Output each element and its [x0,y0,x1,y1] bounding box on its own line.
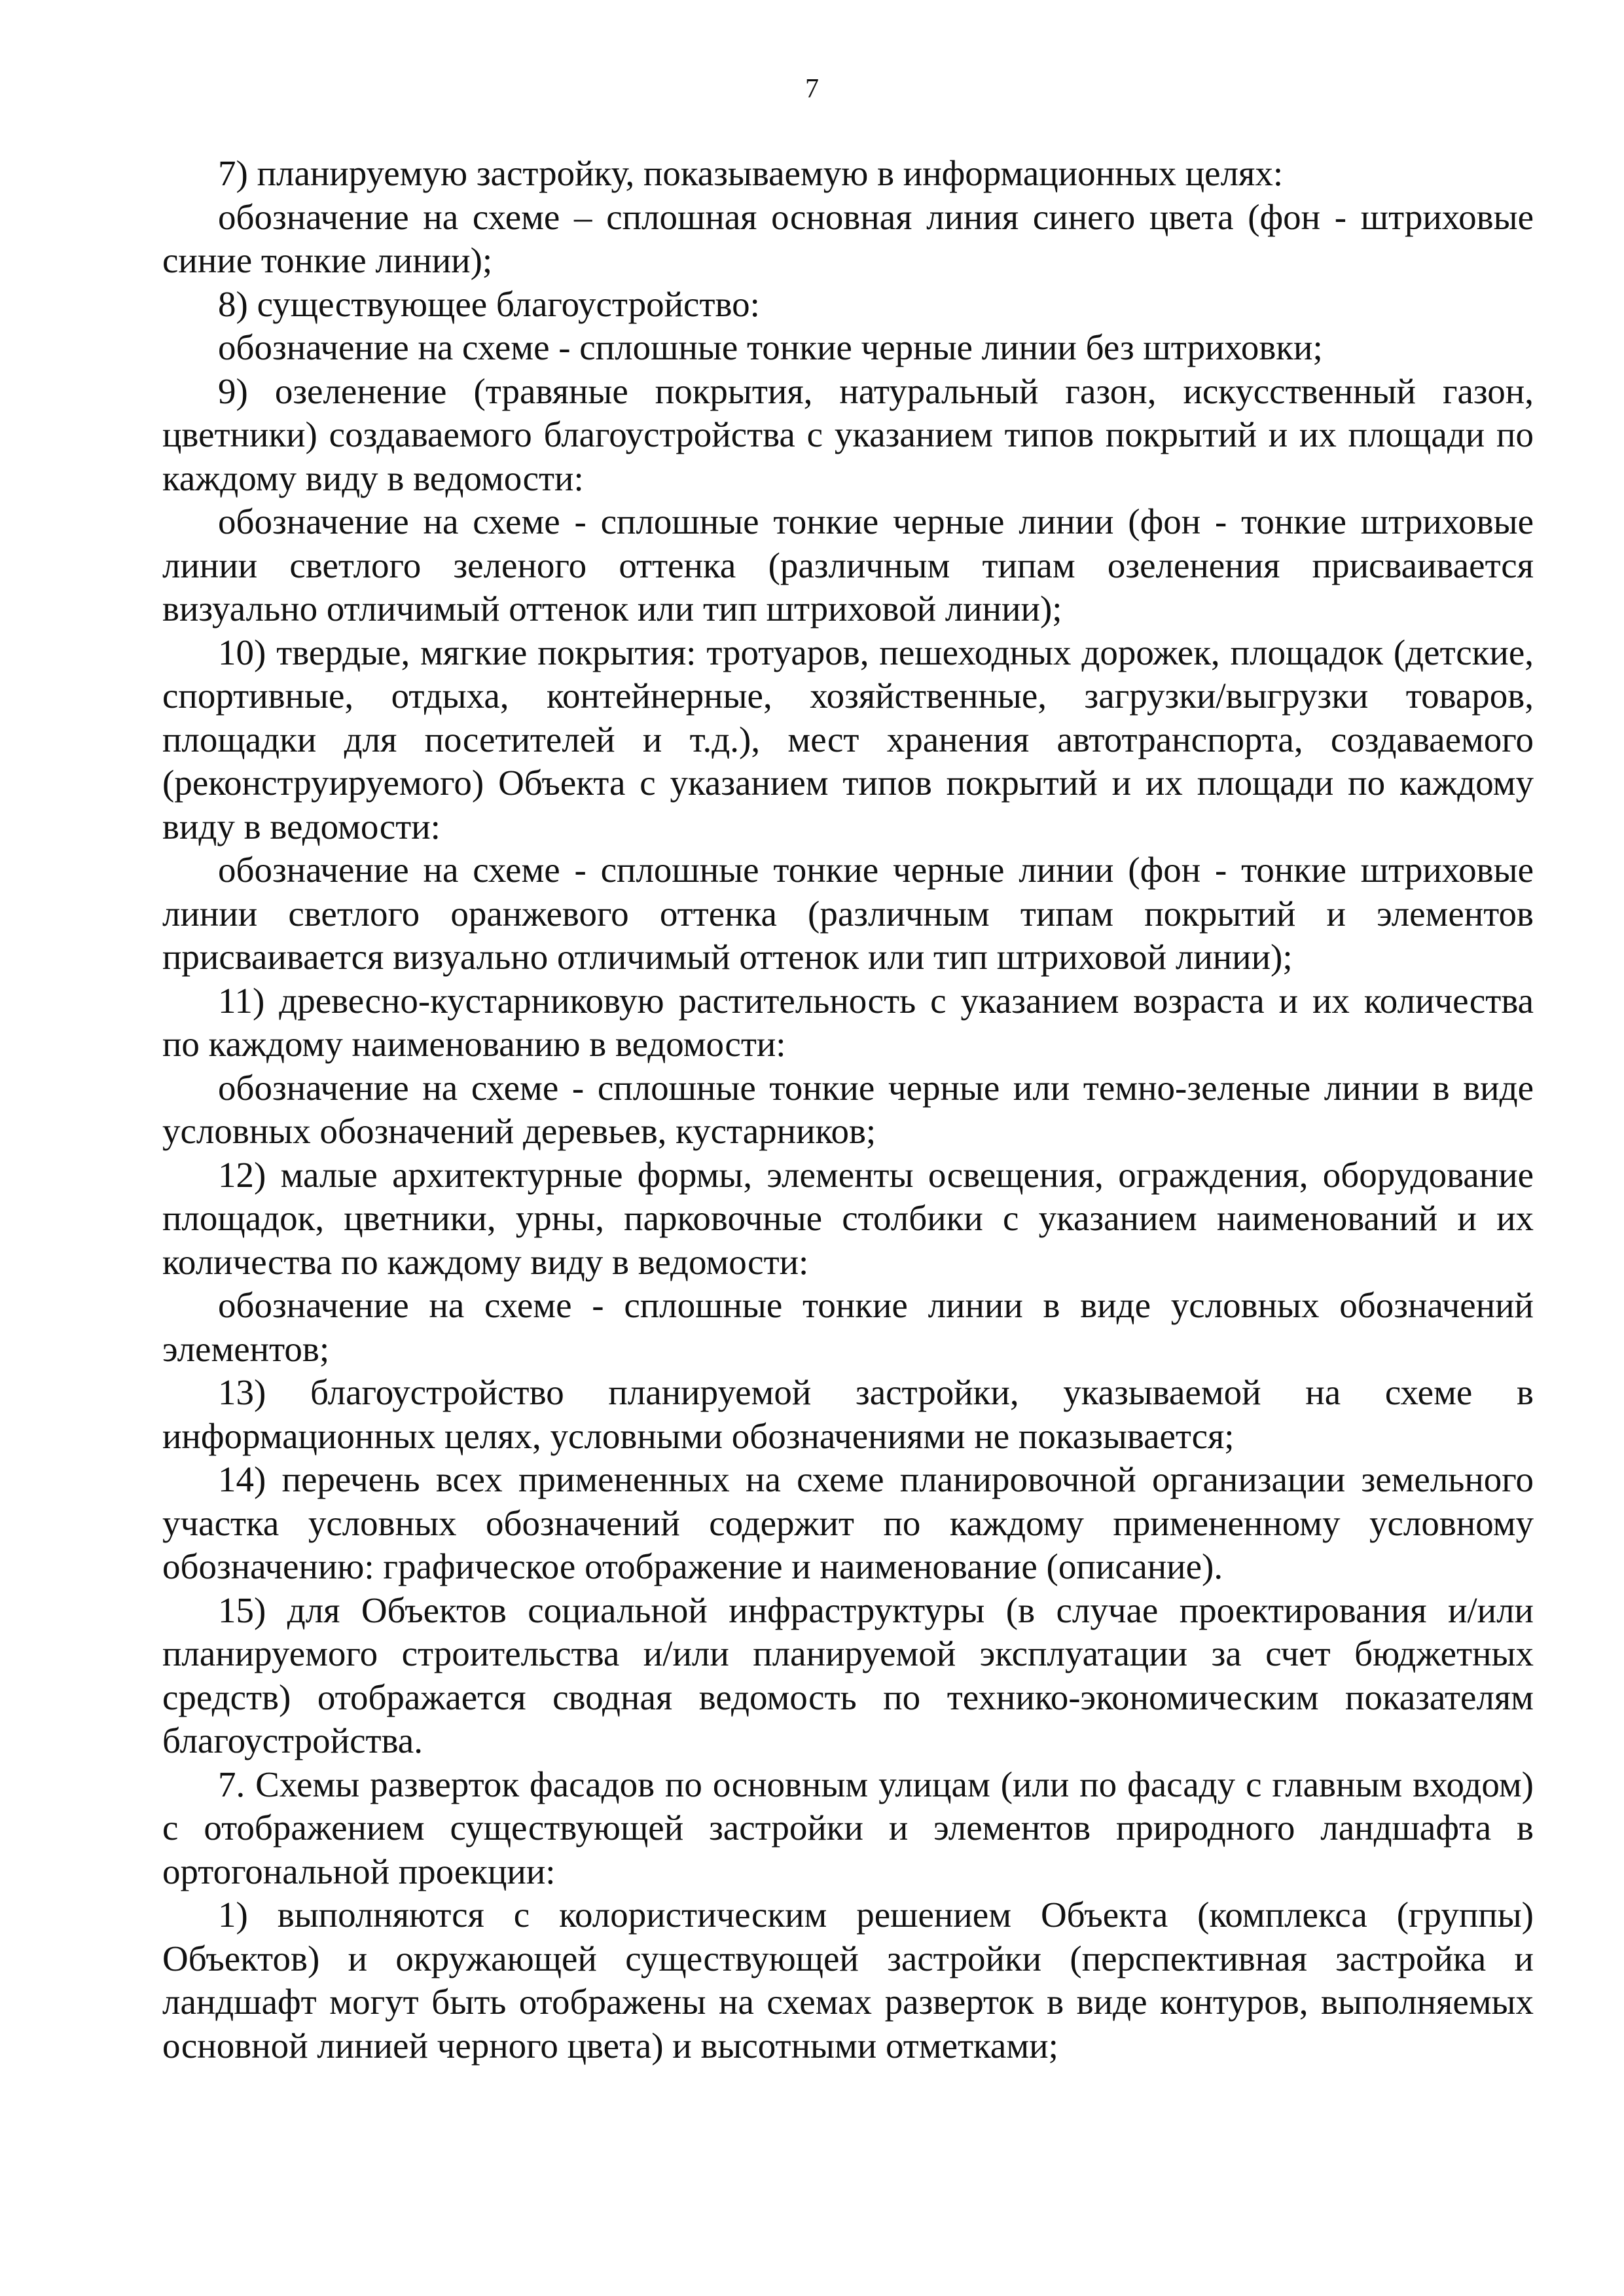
paragraph-item-9: 9) озеленение (травяные покрытия, натуральный газон, искусственный газон, цветники) создаваемого благоустройства с указанием типов покрытий и их площади по каждому виду в ведомости: [162,371,1534,498]
document-body [162,152,1534,2068]
paragraph-item-10-notation: обозначение на схеме - сплошные тонкие черные линии (фон - тонкие штриховые линии светлого оранжевого оттенка (различным типам покрытий и элементов присваивается визуально отличимый оттенок или тип штриховой линии); [162,850,1534,977]
paragraph-item-12-notation: обозначение на схеме - сплошные тонкие линии в виде условных обозначений элементов; [162,1285,1534,1369]
paragraph-item-14: 14) перечень всех примененных на схеме планировочной организации земельного участка условных обозначений содержит по каждому примененному условному обозначению: графическое отображение и наименование (описание). [162,1459,1534,1586]
paragraph-item-12: 12) малые архитектурные формы, элементы освещения, ограждения, оборудование площадок, цветники, урны, парковочные столбики с указанием наименований и их количества по каждому виду в ведомости: [162,1154,1534,1282]
paragraph-item-8-notation: обозначение на схеме - сплошные тонкие черные линии без штриховки; [218,327,1323,367]
paragraph-item-7: 7) планируемую застройку, показываемую в информационных целях: [218,153,1284,193]
paragraph-item-15: 15) для Объектов социальной инфраструктуры (в случае проектирования и/или планируемого строительства и/или планируемой эксплуатации за счет бюджетных средств) отображается сводная ведомость по технико-экономическим показателям благоустройства. [162,1590,1534,1760]
paragraph-item-7-notation: обозначение на схеме – сплошная основная линия синего цвета (фон - штриховые синие тонкие линии); [162,196,1534,280]
paragraph-section-7-item-1: 1) выполняются с колористическим решением Объекта (комплекса (группы) Объектов) и окружающей существующей застройки (перспективная застройка и ландшафт могут быть отображены на схемах разверток в виде контуров, выполняемых основной линией черного цвета) и высотными отметками; [162,1895,1534,2066]
paragraph-item-11: 11) древесно-кустарниковую растительность с указанием возраста и их количества по каждому наименованию в ведомости: [162,980,1534,1064]
paragraph-section-7: 7. Схемы разверток фасадов по основным улицам (или по фасаду с главным входом) с отображением существующей застройки и элементов природного ландшафта в ортогональной проекции: [162,1764,1534,1891]
paragraph-item-8: 8) существующее благоустройство: [218,283,760,324]
paragraph-item-9-notation: обозначение на схеме - сплошные тонкие черные линии (фон - тонкие штриховые линии светлого зеленого оттенка (различным типам озеленения присваивается визуально отличимый оттенок или тип штриховой линии); [162,501,1534,629]
paragraph-item-10: 10) твердые, мягкие покрытия: тротуаров, пешеходных дорожек, площадок (детские, спортивные, отдыха, контейнерные, хозяйственные, загрузки/выгрузки товаров, площадки для посетителей и т.д.), мест хранения автотранспорта, создаваемого (реконструируемого) Объекта с указанием типов покрытий и их площади по каждому виду в ведомости: [162,632,1534,847]
paragraph-item-11-notation: обозначение на схеме - сплошные тонкие черные или темно-зеленые линии в виде условных обозначений деревьев, кустарников; [162,1067,1534,1151]
paragraph-item-13: 13) благоустройство планируемой застройки, указываемой на схеме в информационных целях, условными обозначениями не показывается; [162,1372,1534,1456]
page-number: 7 [805,74,819,104]
